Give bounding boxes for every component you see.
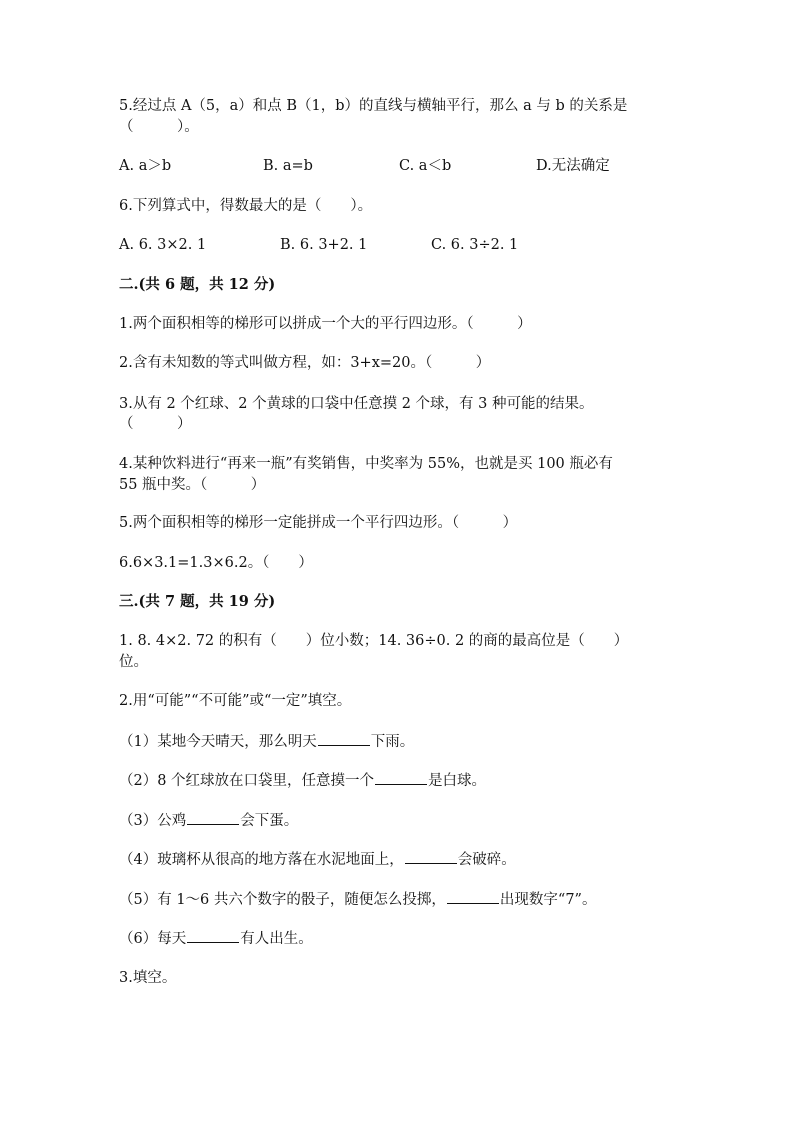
answer-blank[interactable] (447, 889, 499, 904)
answer-blank[interactable] (405, 849, 457, 864)
part2-item-4-line2: 55 瓶中奖。（ ） (119, 477, 266, 493)
fill-prefix: （2）8 个红球放在口袋里，任意摸一个 (119, 773, 375, 789)
fill-item (119, 928, 313, 949)
fill-item (119, 731, 414, 752)
q5-option-b: B. a=b (263, 158, 313, 174)
q5-option-c: C. a＜b (399, 158, 452, 174)
fill-suffix: 会破碎。 (457, 852, 516, 868)
fill-item (119, 889, 596, 910)
fill-suffix: 有人出生。 (240, 931, 313, 947)
fill-prefix: （3）公鸡 (119, 813, 187, 829)
fill-item (119, 810, 298, 831)
q6-option-a: A. 6. 3×2. 1 (119, 237, 207, 253)
part2-item-5: 5.两个面积相等的梯形一定能拼成一个平行四边形。（ ） (119, 515, 518, 531)
part3-title: 三.(共 7 题，共 19 分) (119, 593, 276, 610)
part2-item-1: 1.两个面积相等的梯形可以拼成一个大的平行四边形。（ ） (119, 316, 532, 332)
part2-title: 二.(共 6 题，共 12 分) (119, 276, 276, 293)
fill-suffix: 出现数字“7”。 (499, 892, 597, 908)
q6-text: 6.下列算式中，得数最大的是（ ）。 (119, 198, 373, 214)
part2-item-6: 6.6×3.1=1.3×6.2。（ ） (119, 555, 313, 571)
q5-option-a: A. a＞b (119, 158, 172, 174)
fill-prefix: （4）玻璃杯从很高的地方落在水泥地面上， (119, 852, 404, 868)
q5-text-line1: 5.经过点 A（5，a）和点 B（1，b）的直线与横轴平行，那么 a 与 b 的关系是 (119, 98, 628, 114)
q6-option-c: C. 6. 3÷2. 1 (431, 237, 519, 253)
part2-item-4-line1: 4.某种饮料进行“再来一瓶”有奖销售，中奖率为 55%，也就是买 100 瓶必有 (119, 456, 613, 472)
fill-suffix: 下雨。 (370, 734, 415, 750)
part3-q3-title: 3.填空。 (119, 970, 177, 986)
fill-item (119, 770, 486, 791)
answer-blank[interactable] (187, 928, 239, 943)
part2-item-3-line2: （ ） (119, 416, 192, 432)
fill-item (119, 849, 516, 870)
q6-option-b: B. 6. 3+2. 1 (280, 237, 368, 253)
q5-text-line2: （ ）。 (119, 119, 199, 135)
answer-blank[interactable] (318, 731, 370, 746)
answer-blank[interactable] (187, 810, 239, 825)
fill-suffix: 是白球。 (428, 773, 487, 789)
part3-q2-title: 2.用“可能”“不可能”或“一定”填空。 (119, 693, 352, 709)
part2-item-3-line1: 3.从有 2 个红球、2 个黄球的口袋中任意摸 2 个球，有 3 种可能的结果。 (119, 396, 594, 412)
part3-q1-line2: 位。 (119, 654, 148, 670)
fill-suffix: 会下蛋。 (240, 813, 299, 829)
q5-option-d: D.无法确定 (536, 158, 610, 174)
part2-item-2: 2.含有未知数的等式叫做方程，如：3+x=20。（ ） (119, 355, 491, 371)
fill-prefix: （1）某地今天晴天，那么明天 (119, 734, 317, 750)
part3-q1-line1: 1. 8. 4×2. 72 的积有（ ）位小数；14. 36÷0. 2 的商的最高位是（ ） (119, 633, 629, 649)
answer-blank[interactable] (375, 770, 427, 785)
fill-prefix: （6）每天 (119, 931, 187, 947)
fill-prefix: （5）有 1～6 共六个数字的骰子，随便怎么投掷， (119, 892, 446, 908)
